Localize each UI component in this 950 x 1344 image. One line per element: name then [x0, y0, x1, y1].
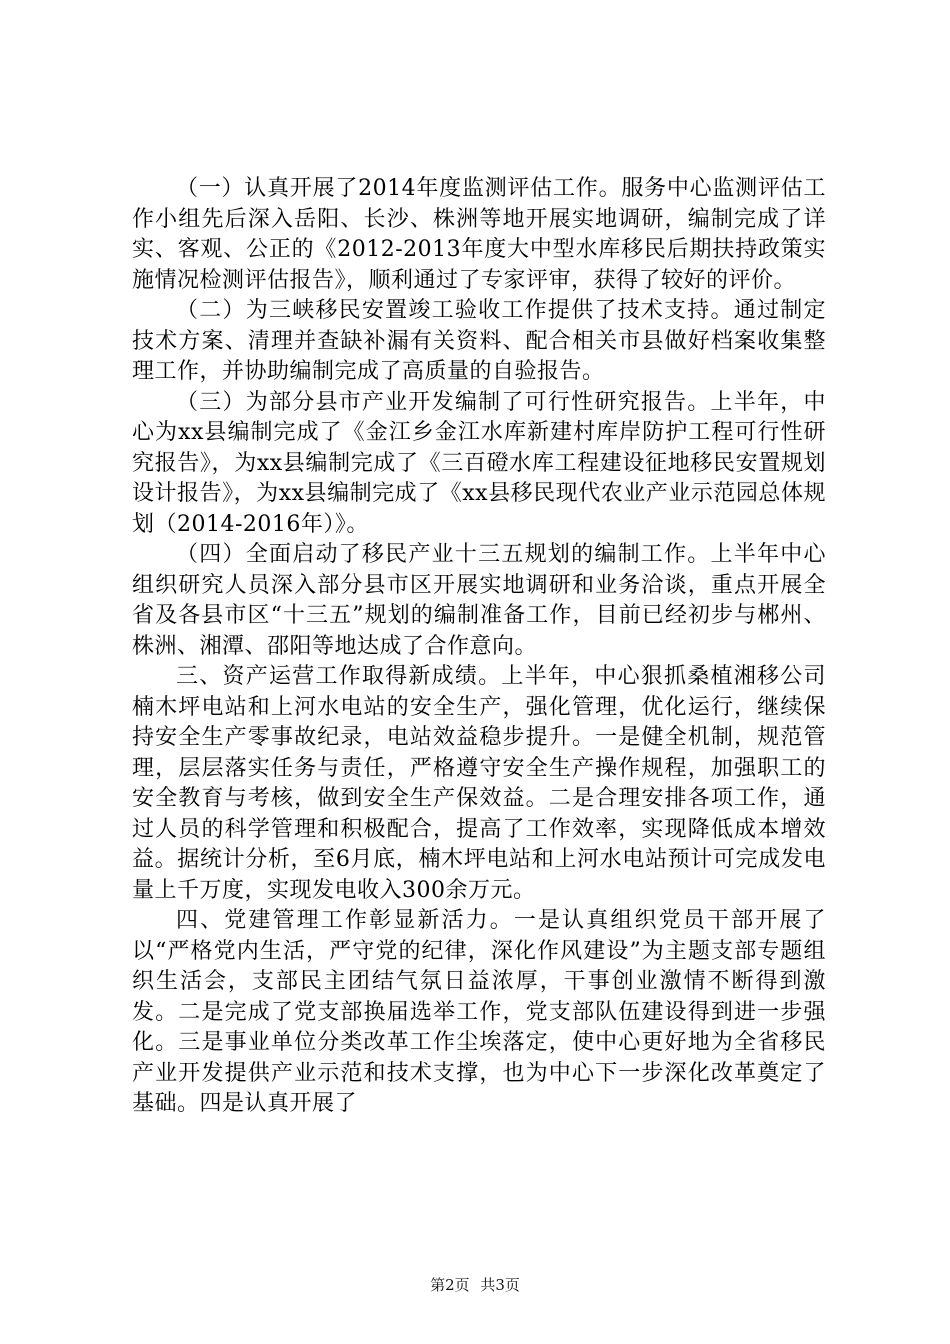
paragraph-feasibility-reports: （三）为部分县市产业开发编制了可行性研究报告。上半年，中心为xx县编制完成了《金江乡金江水库新建村库岸防护工程可行性研究报告》，为xx县编制完成了《三百磴水库工程建设征地移民安置规划设计报告》，为xx县编制完成了《xx县移民现代农业产业示范园总体规划（2014-2016年）》。 — [132, 389, 826, 537]
paragraph-three-gorges-support: （二）为三峡移民安置竣工验收工作提供了技术支持。通过制定技术方案、清理并查缺补漏有关资料、配合相关市县做好档案收集整理工作，并协助编制完成了高质量的自验报告。 — [132, 298, 826, 384]
page-total: 共3页 — [480, 1276, 520, 1294]
paragraph-monitoring-evaluation: （一）认真开展了2014年度监测评估工作。服务中心监测评估工作小组先后深入岳阳、长沙、株洲等地开展实地调研，编制完成了详实、客观、公正的《2012-2013年度大中型水库移民后期扶持政策实施情况检测评估报告》，顺利通过了专家评审，获得了较好的评价。 — [132, 176, 826, 293]
document-body — [132, 174, 826, 1120]
paragraph-party-building: 四、党建管理工作彰显新活力。一是认真组织党员干部开展了以“严格党内生活，严守党的纪律，深化作风建设”为主题支部专题组织生活会，支部民主团结气氛日益浓厚，干事创业激情不断得到激发。二是完成了党支部换届选举工作，党支部队伍建设得到进一步强化。三是事业单位分类改革工作尘埃落定，使中心更好地为全省移民产业开发提供产业示范和技术支撑，也为中心下一步深化改革奠定了基础。四是认真开展了 — [132, 908, 826, 1116]
paragraph-asset-operations: 三、资产运营工作取得新成绩。上半年，中心狠抓桑植湘移公司楠木坪电站和上河水电站的安全生产，强化管理，优化运行，继续保持安全生产零事故纪录，电站效益稳步提升。一是健全机制，规范管理，层层落实任务与责任，严格遵守安全生产操作规程，加强职工的安全教育与考核，做到安全生产保效益。二是合理安排各项工作，通过人员的科学管理和积极配合，提高了工作效率，实现降低成本增效益。据统计分析，至6月底，楠木坪电站和上河水电站预计可完成发电量上千万度，实现发电收入300余万元。 — [132, 664, 826, 903]
page-number: 第2页 — [430, 1276, 470, 1294]
page-footer — [0, 1275, 950, 1295]
paragraph-five-year-planning: （四）全面启动了移民产业十三五规划的编制工作。上半年中心组织研究人员深入部分县市区开展实地调研和业务洽谈，重点开展全省及各县市区“十三五”规划的编制准备工作，目前已经初步与郴州、株洲、湘潭、邵阳等地达成了合作意向。 — [132, 542, 826, 659]
